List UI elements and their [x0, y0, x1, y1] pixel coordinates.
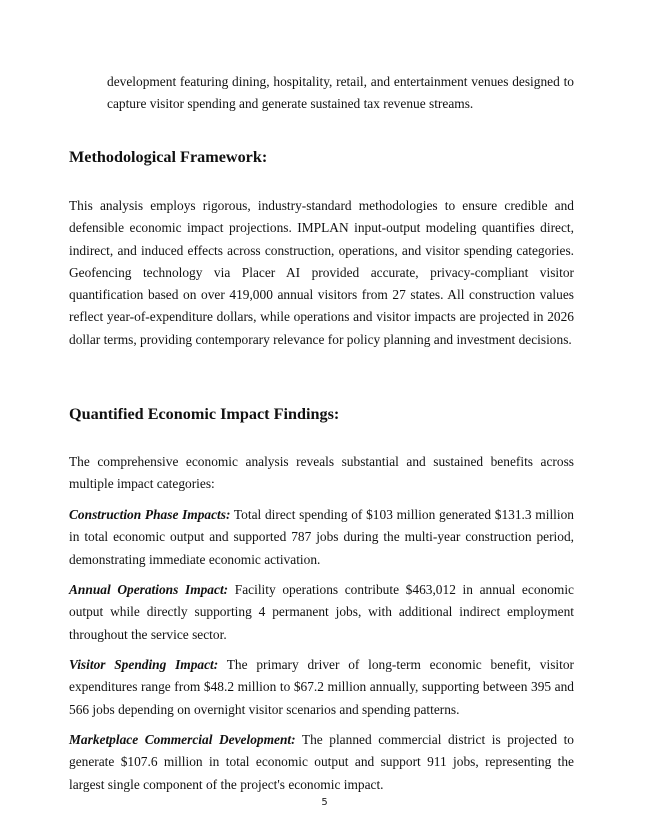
visitor-spending-paragraph [69, 654, 574, 721]
methodology-heading: Methodological Framework: [69, 148, 268, 166]
operations-impact-paragraph [69, 579, 574, 646]
methodology-paragraph: This analysis employs rigorous, industry-standard methodologies to ensure credible and defensible economic impact projections. IMPLAN input-output modeling quantifies direct, indirect, and induced effects across construction, operations, and visitor spending categories. Geofencing technology via Placer AI provided accurate, privacy-compliant visitor quantification based on over 419,000 annual visitors from 27 states. All construction values reflect year-of-expenditure dollars, while operations and visitor impacts are projected in 2026 dollar terms, providing contemporary relevance for policy planning and investment decisions. [69, 198, 574, 347]
construction-impact-lead: Construction Phase Impacts: [69, 507, 231, 522]
intro-continuation-paragraph: development featuring dining, hospitality, retail, and entertainment venues designed to capture visitor spending and generate sustained tax revenue streams. [107, 74, 574, 112]
marketplace-development-paragraph [69, 729, 574, 796]
page-number: 5 [321, 797, 328, 808]
operations-impact-text: Facility operations contribute $463,012 in annual economic output while directly supporting 4 permanent jobs, with additional indirect employment throughout the service sector. [69, 582, 574, 642]
findings-heading: Quantified Economic Impact Findings: [69, 405, 340, 423]
marketplace-development-text: The planned commercial district is projected to generate $107.6 million in total economic output and support 911 jobs, representing the largest single component of the project's economic impact. [69, 732, 575, 792]
visitor-spending-text: The primary driver of long-term economic benefit, visitor expenditures range from $48.2 million to $67.2 million annually, supporting between 395 and 566 jobs depending on overnight visitor scenarios and spending patterns. [69, 657, 574, 717]
findings-intro-paragraph: The comprehensive economic analysis reveals substantial and sustained benefits across multiple impact categories: [69, 454, 574, 492]
construction-impact-text: Total direct spending of $103 million generated $131.3 million in total economic output and supported 787 jobs during the multi-year construction period, demonstrating immediate economic activation. [69, 507, 574, 567]
marketplace-development-lead: Marketplace Commercial Development: [69, 732, 296, 747]
operations-impact-lead: Annual Operations Impact: [69, 582, 229, 597]
construction-impact-paragraph [69, 504, 574, 571]
visitor-spending-lead: Visitor Spending Impact: [69, 657, 219, 672]
